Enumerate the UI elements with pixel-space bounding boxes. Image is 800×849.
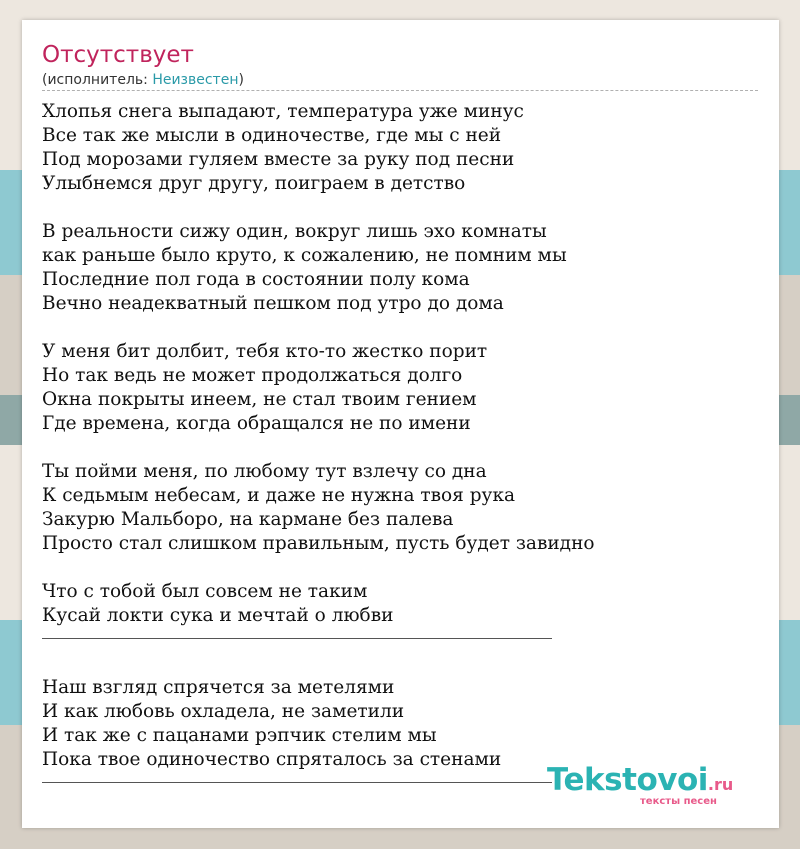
lyric-line: И как любовь охладела, не заметили [42,701,405,722]
performer-link[interactable]: Неизвестен [152,72,239,88]
lyric-line: Но так ведь не может продолжаться долго [42,365,463,386]
lyric-line: Пока твое одиночество спряталось за стенами [42,749,502,770]
stanza-gap [42,196,762,220]
lyric-line: Вечно неадекватный пешком под утро до дома [42,293,504,314]
lyric-line: Последние пол года в состоянии полу кома [42,269,470,290]
logo-tagline: тексты песен [640,796,717,807]
lyric-line: Улыбнемся друг другу, поиграем в детство [42,173,466,194]
lyric-line: Хлопья снега выпадают, температура уже минус [42,101,524,122]
lyric-line: как раньше было круто, к сожалению, не помним мы [42,245,567,266]
title-divider [42,90,758,91]
lyric-line: Закурю Мальборо, на кармане без палева [42,509,454,530]
lyrics-card [22,20,779,828]
site-logo[interactable] [547,762,734,807]
lyric-line: Где времена, когда обращался не по имени [42,413,471,434]
lyric-line: И так же с пацанами рэпчик стелим мы [42,725,437,746]
lyric-line: К седьмым небесам, и даже не нужна твоя рука [42,485,516,506]
stanza-gap [42,316,762,340]
lyric-line: В реальности сижу один, вокруг лишь эхо комнаты [42,221,547,242]
song-title: Отсутствует [42,42,194,68]
lyric-line: Просто стал слишком правильным, пусть будет завидно [42,533,595,554]
performer-suffix: ) [238,72,244,88]
logo-domain: .ru [707,775,734,794]
lyric-line: Все так же мысли в одиночестве, где мы с ней [42,125,502,146]
performer-prefix: (исполнитель: [42,72,153,88]
lyric-line: Окна покрыты инеем, не стал твоим гением [42,389,477,410]
lyric-line: Кусай локти сука и мечтай о любви [42,605,394,626]
stanza-gap [42,556,762,580]
section-divider [42,638,552,639]
lyric-line: Ты пойми меня, по любому тут взлечу со дна [42,461,487,482]
lyrics-text [42,100,762,796]
performer-line [42,72,244,88]
logo-wordmark: Tekstovoi [547,762,708,798]
stanza-gap [42,436,762,460]
lyric-line: Под морозами гуляем вместе за руку под песни [42,149,515,170]
lyric-line: Наш взгляд спрячется за метелями [42,677,395,698]
stanza-gap [42,652,762,676]
section-divider [42,782,552,783]
lyric-line: Что с тобой был совсем не таким [42,581,368,602]
lyric-line: У меня бит долбит, тебя кто-то жестко порит [42,341,488,362]
